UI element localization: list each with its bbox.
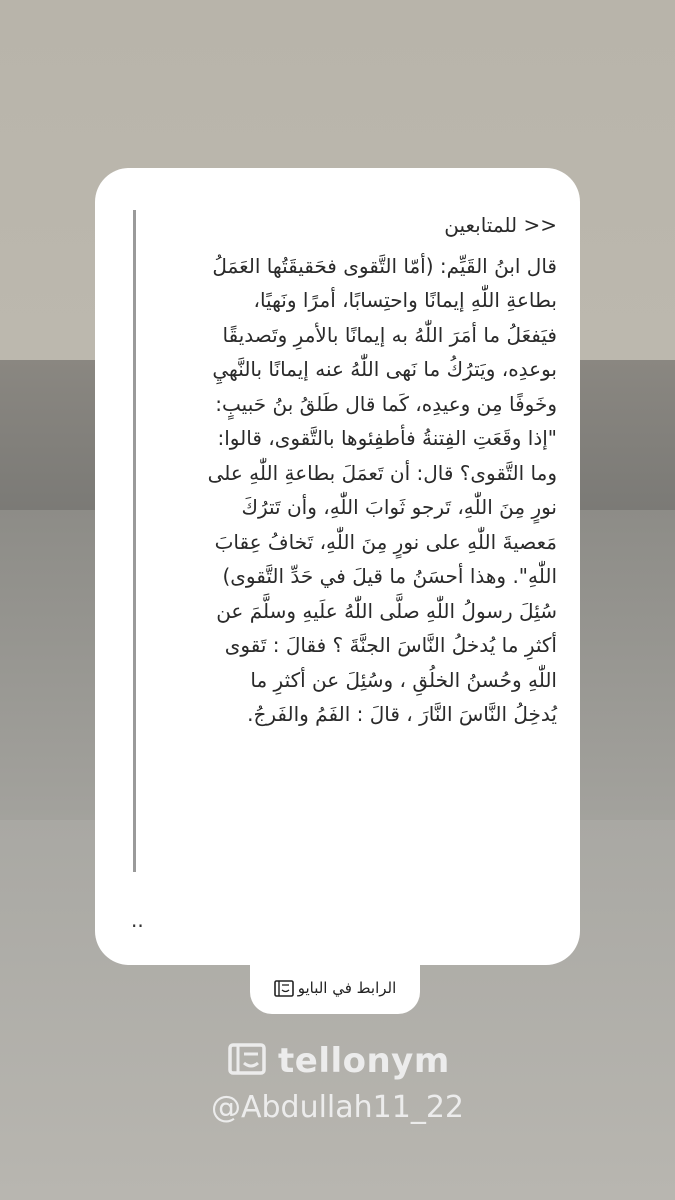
post-line: سُئِلَ رسولُ اللّٰهِ صلَّى اللّٰهُ علَيهِ وسلَّمَ عن <box>216 598 557 623</box>
post-line: "إذا وقَعَتِ الفِتنةُ فأطفِئوها بالتَّقوى، قالوا: <box>217 426 557 450</box>
post-line: وخَوفًا مِن وعيدِه، كَما قال طَلقُ بنُ حَبيبٍ: <box>215 391 557 416</box>
post-card <box>95 168 580 965</box>
post-line: اللّٰهِ". وهذا أحسَنُ ما قيلَ في حَدِّ التَّقوى) <box>222 564 557 588</box>
post-line: نورٍ مِنَ اللّٰهِ، تَرجو ثَوابَ اللّٰهِ، وأن تَترُكَ <box>241 495 557 519</box>
user-handle[interactable]: @Abdullah11_22 <box>210 1090 465 1125</box>
post-body <box>149 208 557 732</box>
post-line: وما التَّقوى؟ قال: أن تَعمَلَ بطاعةِ اللّٰهِ على <box>207 460 557 485</box>
brand-name: tellonym <box>278 1041 450 1081</box>
trailing-dots: .. <box>131 908 144 932</box>
bio-link-button[interactable] <box>250 962 420 1014</box>
tellonym-logo-icon <box>228 1042 266 1080</box>
post-line: أكثرِ ما يُدخلُ النَّاسَ الجنَّةَ ؟ فقالَ : تَقوى <box>224 633 557 657</box>
post-line: مَعصيةَ اللّٰهِ على نورٍ مِنَ اللّٰهِ، تَخافُ عِقابَ <box>214 529 557 554</box>
post-line: قال ابنُ القَيِّم: (أمّا التَّقوى فحَقيقَتُها العَمَلُ <box>212 253 557 278</box>
post-line: بطاعةِ اللّٰهِ إيمانًا واحتِسابًا، أمرًا ونَهيًا، <box>253 288 557 312</box>
tellonym-book-icon <box>274 980 294 997</box>
quote-bar <box>133 210 136 872</box>
post-line: بوعدِه، ويَترُكُ ما نَهى اللّٰهُ عنه إيمانًا بالنَّهيِ <box>212 357 557 381</box>
bio-link-label: الرابط في البايو <box>297 979 397 997</box>
post-line: اللّٰهِ وحُسنُ الخلُقِ ، وسُئِلَ عن أكثرِ ما <box>250 667 557 692</box>
post-line: يُدخِلُ النَّاسَ النَّارَ ، قالَ : الفَمُ والفَرجُ. <box>247 702 557 726</box>
tellonym-watermark <box>228 1036 450 1086</box>
post-line: فيَفعَلُ ما أمَرَ اللّٰهُ به إيمانًا بالأمرِ وتَصديقًا <box>222 322 557 347</box>
post-header: << للمتابعين <box>444 213 557 237</box>
